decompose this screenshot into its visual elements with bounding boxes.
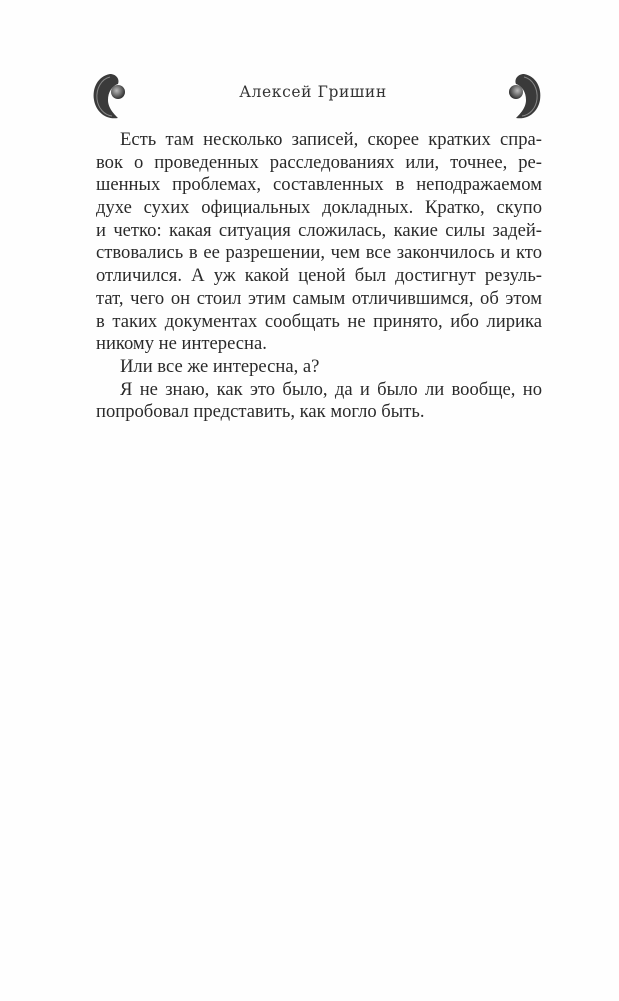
running-head <box>88 70 538 122</box>
body-text <box>96 129 542 424</box>
paragraph <box>96 379 542 424</box>
text-line: никому не интересна. <box>96 333 267 355</box>
paragraph <box>96 129 542 356</box>
text-line: тат, чего он стоил этим самым отличившимся, об этом <box>96 287 542 309</box>
text-line: шенных проблемах, составленных в неподражаемом <box>96 174 542 196</box>
text-line: ствовались в ее разрешении, чем все закончилось и кто <box>96 242 542 264</box>
text-line: Я не знаю, как это было, да и было ли вообще, но <box>120 378 542 400</box>
paragraph <box>96 356 542 379</box>
text-line: попробовал представить, как могло быть. <box>96 401 425 423</box>
text-line: Или все же интересна, а? <box>120 355 320 377</box>
text-line: вок о проведенных расследованиях или, точнее, ре- <box>96 151 542 173</box>
text-line: и четко: какая ситуация сложилась, какие силы задей- <box>96 219 542 241</box>
text-line: в таких документах сообщать не принято, ибо лирика <box>96 310 542 332</box>
scroll-ornament-icon <box>436 70 546 122</box>
running-title: Алексей Гришин <box>239 83 387 101</box>
text-line: Есть там несколько записей, скорее кратких спра- <box>120 129 542 150</box>
text-line: духе сухих официальных докладных. Кратко, скупо <box>96 197 542 219</box>
text-line: отличился. А уж какой ценой был достигнут резуль- <box>96 265 542 287</box>
